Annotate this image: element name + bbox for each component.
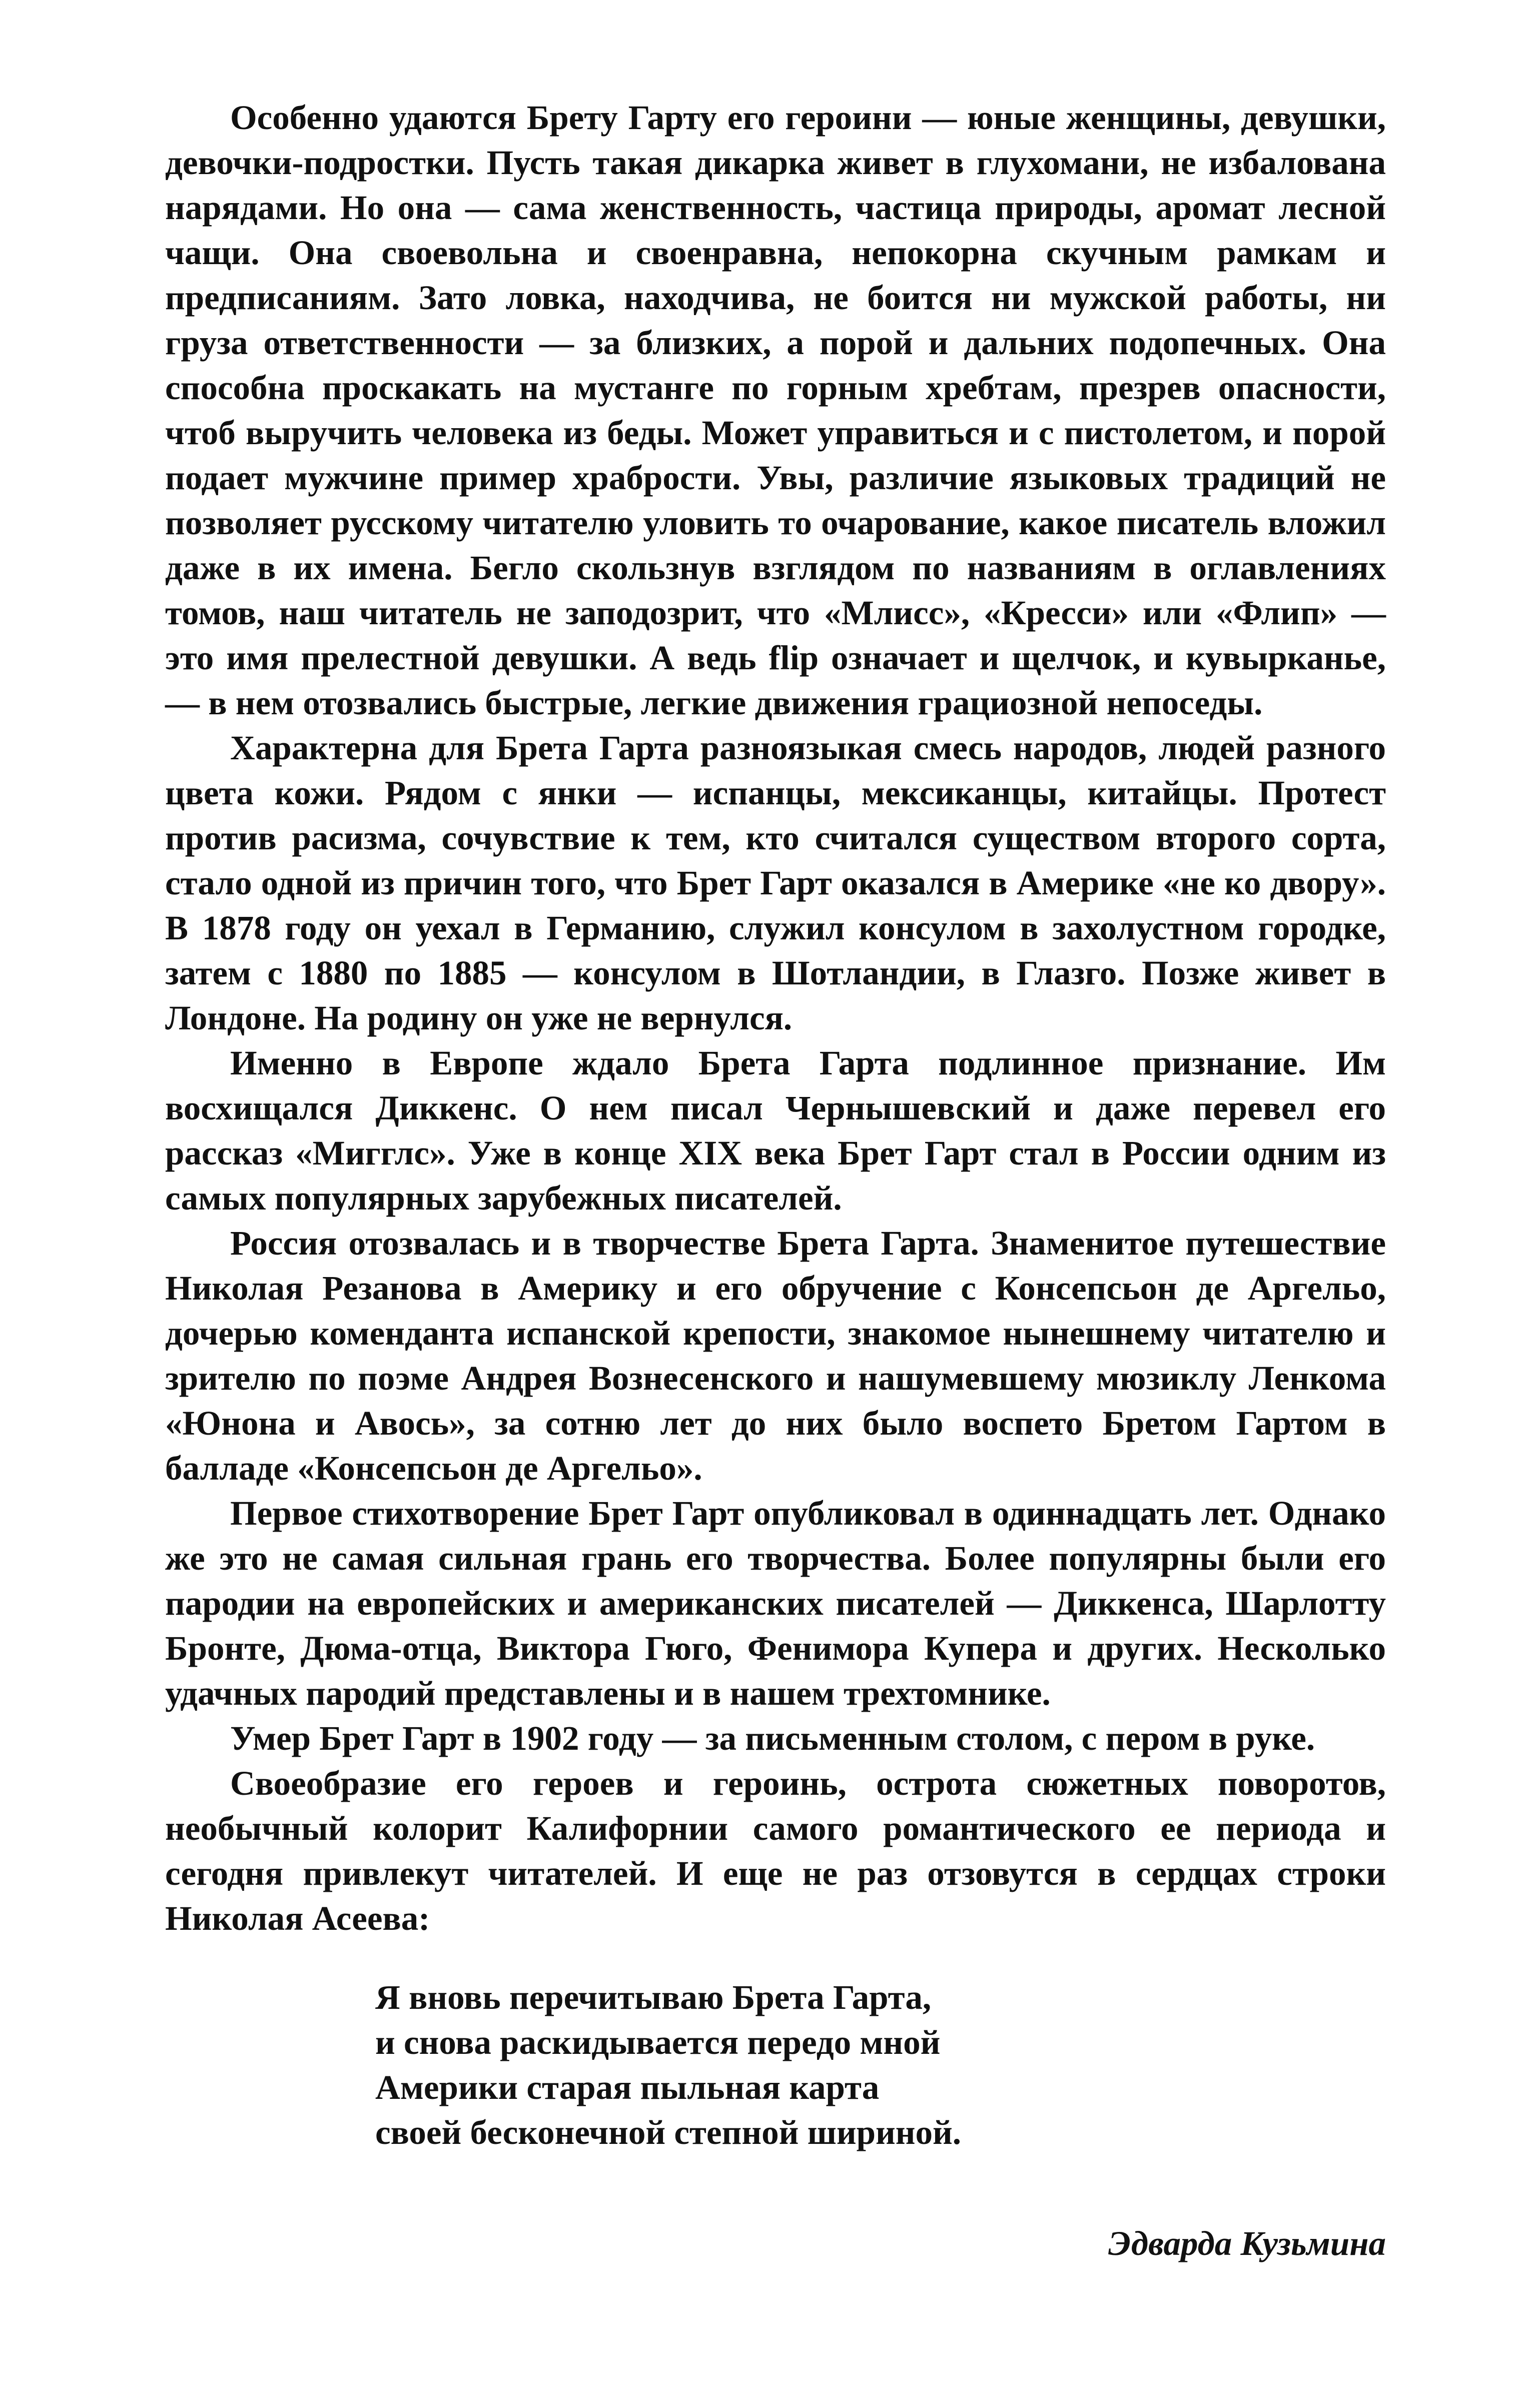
poem-line: и снова раскидывается передо мной bbox=[375, 2023, 941, 2061]
poem-line: Я вновь перечитываю Брета Гарта, bbox=[375, 1978, 932, 2016]
paragraph-conclusion: Своеобразие его героев и героинь, острота сюжетных поворотов, необычный колорит Калифорнии самого романтического ее периода и сегодня привлекут читателей. И еще не раз отзовутся в сердцах строки Николая Асеева: bbox=[165, 1764, 1386, 1937]
paragraph-death: Умер Брет Гарт в 1902 году — за письменным столом, с пером в руке. bbox=[230, 1719, 1315, 1757]
document-page bbox=[165, 95, 1386, 2266]
paragraph-europe: Именно в Европе ждало Брета Гарта подлинное признание. Им восхищался Диккенс. О нем писал Чернышевский и даже перевел его рассказ «Мигглс». Уже в конце XIX века Брет Гарт стал в России одним из самых популярных зарубежных писателей. bbox=[165, 1044, 1386, 1217]
author-signature: Эдварда Кузьмина bbox=[1108, 2224, 1386, 2262]
paragraph-poetry: Первое стихотворение Брет Гарт опубликовал в одиннадцать лет. Однако же это не самая сильная грань его творчества. Более популярны были его пародии на европейских и американских писателей — Диккенса, Шарлотту Бронте, Дюма-отца, Виктора Гюго, Фенимора Купера и других. Несколько удачных пародий представлены и в нашем трехтомнике. bbox=[165, 1494, 1386, 1712]
poem-line: Америки старая пыльная карта bbox=[375, 2068, 880, 2106]
paragraph-peoples: Характерна для Брета Гарта разноязыкая смесь народов, людей разного цвета кожи. Рядом с янки — испанцы, мексиканцы, китайцы. Протест против расизма, сочувствие к тем, кто считался существом второго сорта, стало одной из причин того, что Брет Гарт оказался в Америке «не ко двору». В 1878 году он уехал в Германию, служил консулом в захолустном городке, затем с 1880 по 1885 — консулом в Шотландии, в Глазго. Позже живет в Лондоне. На родину он уже не вернулся. bbox=[165, 729, 1386, 1037]
poem-quote bbox=[375, 1975, 1386, 2155]
poem-line: своей бесконечной степной шириной. bbox=[375, 2113, 961, 2151]
paragraph-russia: Россия отозвалась и в творчестве Брета Гарта. Знаменитое путешествие Николая Резанова в Америку и его обручение с Консепсьон де Аргельо, дочерью коменданта испанской крепости, знакомое нынешнему читателю и зрителю по поэме Андрея Вознесенского и нашумевшему мюзиклу Ленкома «Юнона и Авось», за сотню лет до них было воспето Бретом Гартом в балладе «Консепсьон де Аргельо». bbox=[165, 1224, 1386, 1487]
paragraph-heroines: Особенно удаются Брету Гарту его героини — юные женщины, девушки, девочки-подростки. Пусть такая дикарка живет в глухомани, не избалована нарядами. Но она — сама женственность, частица природы, аромат лесной чащи. Она своевольна и своенравна, непокорна скучным рамкам и предписаниям. Зато ловка, находчива, не боится ни мужской работы, ни груза ответственности — за близких, а порой и дальних подопечных. Она способна проскакать на мустанге по горным хребтам, презрев опасности, чтоб выручить человека из беды. Может управиться и с пистолетом, и порой подает мужчине пример храбрости. Увы, различие языковых традиций не позволяет русскому читателю уловить то очарование, какое писатель вложил даже в их имена. Бегло скользнув взглядом по названиям в оглавлениях томов, наш читатель не заподозрит, что «Млисс», «Кресси» или «Флип» — это имя прелестной девушки. А ведь flip означает и щелчок, и кувырканье, — в нем отозвались быстрые, легкие движения грациозной непоседы. bbox=[165, 99, 1386, 722]
